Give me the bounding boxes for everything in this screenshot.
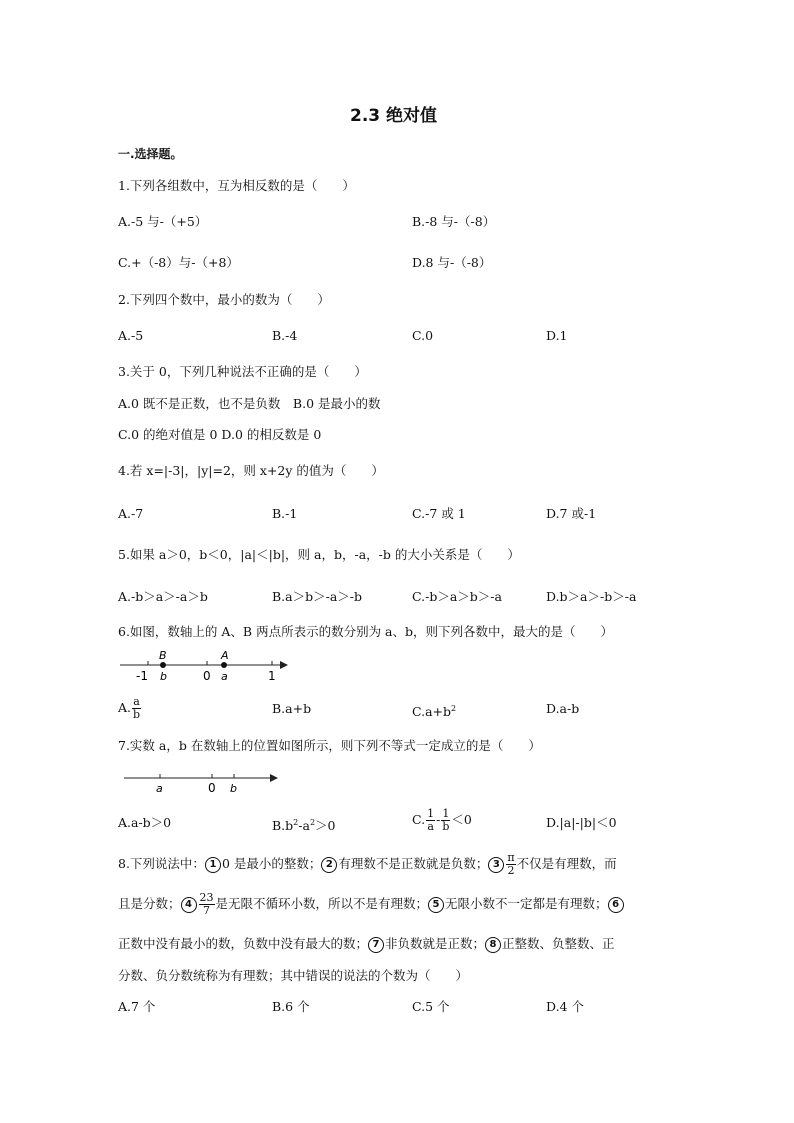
question-4-stem: 4.若 x=|-3|，|y|=2，则 x+2y 的值为（ ）: [118, 463, 384, 478]
question-8-line-2: 且是分数； 4 $\frac{23}{7}$ 是无限不循环小数，所以不是有理数； 5 无限小数不一定都是有理数； 6: [118, 892, 625, 917]
question-2-stem: 2.下列四个数中，最小的数为（ ）: [118, 292, 330, 307]
q4-option-b: B.-1: [272, 506, 298, 521]
q6-number-line: [118, 646, 298, 686]
question-6-stem: 6.如图，数轴上的 A、B 两点所表示的数分别为 a、b，则下列各数中，最大的是（ ）: [118, 624, 614, 639]
circled-number: 1: [205, 857, 221, 873]
q8-option-b: B.6 个: [272, 999, 310, 1014]
q3-options-ab: A.0 既不是正数，也不是负数 B.0 是最小的数: [118, 396, 381, 411]
q2-option-a: A.-5: [118, 328, 144, 343]
point-a: [221, 662, 227, 668]
tick-label-0: 0: [208, 781, 216, 795]
point-b: [160, 662, 166, 668]
label-a: a: [156, 782, 163, 795]
label-A: A: [221, 649, 229, 662]
question-7-stem: 7.实数 a，b 在数轴上的位置如图所示，则下列不等式一定成立的是（ ）: [118, 738, 541, 753]
q1-option-a: A.-5 与-（+5）: [118, 214, 208, 229]
q7-option-a: A.a-b＞0: [118, 815, 172, 830]
circled-number: 3: [488, 857, 504, 873]
tick-label-minus1: -1: [136, 669, 148, 683]
q6-option-b: B.a+b: [272, 701, 312, 716]
question-1-stem: 1.下列各组数中，互为相反数的是（ ）: [118, 178, 355, 193]
circled-number: 5: [428, 897, 444, 913]
q8-option-d: D.4 个: [546, 999, 584, 1014]
fraction: $\frac{a}{b}$: [133, 695, 141, 721]
circled-number: 2: [321, 857, 337, 873]
q2-option-c: C.0: [412, 328, 434, 343]
q7-option-c: C. $\frac{1}{a}$ - $\frac{1}{b}$ ＜0: [412, 807, 472, 833]
fraction: $\frac{23}{7}$: [199, 891, 214, 917]
axis-arrow: [270, 774, 278, 782]
tick-label-1: 1: [268, 669, 276, 683]
question-8-line-4: 分数、负分数统称为有理数；其中错误的说法的个数为（ ）: [118, 968, 469, 983]
q5-option-d: D.b＞a＞-b＞-a: [546, 589, 637, 604]
q4-option-c: C.-7 或 1: [412, 506, 466, 521]
question-8-line-3: 正数中没有最小的数，负数中没有最大的数； 7 非负数就是正数； 8 正整数、负整数、正: [118, 936, 615, 951]
q8-option-c: C.5 个: [412, 999, 450, 1014]
fraction: $\frac{1}{a}$: [427, 807, 435, 833]
section-heading: 一.选择题。: [118, 147, 183, 161]
q1-option-c: C.+（-8）与-（+8）: [118, 255, 239, 270]
q2-option-d: D.1: [546, 328, 568, 343]
circled-number: 6: [608, 897, 624, 913]
q5-option-b: B.a＞b＞-a＞-b: [272, 589, 363, 604]
question-8-line-1: 8.下列说法中： 1 0 是最小的整数； 2 有理数不是正数就是负数； 3 $\frac{\pi}{2}$ 不仅是有理数，而: [118, 851, 617, 877]
q2-option-b: B.-4: [272, 328, 298, 343]
page-title: 2.3 绝对值: [350, 106, 438, 126]
q1-option-b: B.-8 与-（-8）: [412, 214, 496, 229]
fraction: $\frac{\pi}{2}$: [507, 851, 515, 877]
q5-option-a: A.-b＞a＞-a＞b: [118, 589, 208, 604]
q1-option-d: D.8 与-（-8）: [412, 255, 492, 270]
label-b: b: [230, 782, 237, 795]
axis-arrow: [280, 661, 288, 669]
question-3-stem: 3.关于 0，下列几种说法不正确的是（ ）: [118, 364, 367, 379]
q5-option-c: C.-b＞a＞b＞-a: [412, 589, 502, 604]
q7-option-d: D.|a|-|b|＜0: [546, 815, 617, 830]
q6-option-d: D.a-b: [546, 701, 580, 716]
question-5-stem: 5.如果 a＞0，b＜0，|a|＜|b|，则 a，b，-a，-b 的大小关系是（ ）: [118, 547, 520, 562]
circled-number: 7: [368, 937, 384, 953]
q4-option-d: D.7 或-1: [546, 506, 597, 521]
q6-option-a: A. $\frac{a}{b}$: [118, 695, 141, 721]
label-b: b: [160, 670, 167, 683]
circled-number: 4: [181, 897, 197, 913]
q8-option-a: A.7 个: [118, 999, 156, 1014]
tick-label-0: 0: [203, 669, 211, 683]
q4-option-a: A.-7: [118, 506, 144, 521]
label-B: B: [159, 649, 167, 662]
q7-option-b: $B.b^2-a^2>0$: [272, 818, 336, 834]
label-a: a: [221, 670, 228, 683]
circled-number: 8: [485, 937, 501, 953]
q7-number-line: [118, 764, 288, 798]
fraction: $\frac{1}{b}$: [442, 807, 450, 833]
q6-option-c: $C.a+b^2$: [412, 704, 457, 720]
q3-options-cd: C.0 的绝对值是 0 D.0 的相反数是 0: [118, 427, 322, 442]
